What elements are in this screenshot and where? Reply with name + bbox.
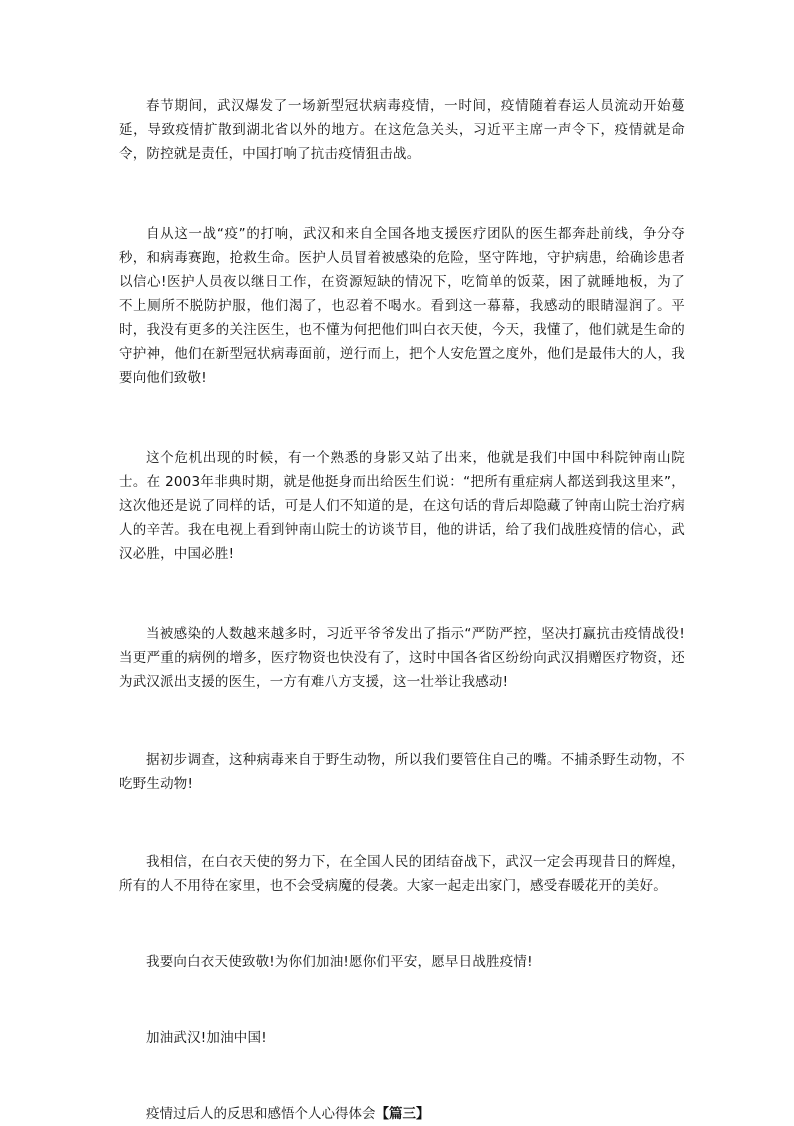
paragraph-gap — [119, 694, 685, 748]
paragraph-gap — [119, 390, 685, 446]
paragraph-3: 这个危机出现的时候，有一个熟悉的身影又站了出来，他就是我们中国中科院钟南山院士。在 2003年非典时期，就是他挺身而出给医生们说：“把所有重症病人都送到我这里来”，这次他还是说了同样的话，可是人们不知道的是，在这句话的背后却隐藏了钟南山院士治疗病人的辛苦。我在电视上看到钟南山院士的访谈节目，他的讲话，给了我们战胜疫情的信心，武汉必胜，中国必胜! — [119, 450, 685, 562]
paragraph-1: 春节期间，武汉爆发了一场新型冠状病毒疫情，一时间，疫情随着春运人员流动开始蔓延，导致疫情扩散到湖北省以外的地方。在这危急关头，习近平主席一声令下，疫情就是命令，防控就是责任，中国打响了抗击疫情狙击战。 — [119, 98, 685, 162]
paragraph-5: 据初步调查，这种病毒来自于野生动物，所以我们要管住自己的嘴。不捕杀野生动物，不吃野生动物! — [119, 752, 685, 792]
paragraph-gap — [119, 166, 685, 222]
paragraph-6: 我相信，在白衣天使的努力下，在全国人民的团结奋战下，武汉一定会再现昔日的辉煌，所有的人不用待在家里，也不会受病魔的侵袭。大家一起走出家门，感受春暖花开的美好。 — [119, 854, 685, 894]
document-page — [119, 94, 685, 1126]
next-section-title-text: 疫情过后人的反思和感悟个人心得体会 — [146, 1106, 376, 1122]
paragraph-4: 当被感染的人数越来越多时，习近平爷爷发出了指示“严防严控，坚决打赢抗击疫情战役!当更严重的病例的增多，医疗物资也快没有了，这时中国各省区纷纷向武汉捐赠医疗物资，还为武汉派出支援的医生，一方有难八方支援，这一壮举让我感动! — [119, 626, 685, 690]
paragraph-gap — [119, 974, 685, 1026]
next-section-title-bracket: 【篇三】 — [375, 1106, 430, 1122]
paragraph-8: 加油武汉!加油中国! — [146, 1030, 267, 1046]
paragraph-gap — [119, 566, 685, 622]
paragraph-gap — [119, 796, 685, 850]
paragraph-7: 我要向白衣天使致敬!为你们加油!愿你们平安，愿早日战胜疫情! — [146, 954, 533, 970]
paragraph-2: 自从这一战“疫”的打响，武汉和来自全国各地支援医疗团队的医生都奔赴前线，争分夺秒，和病毒赛跑，抢救生命。医护人员冒着被感染的危险，坚守阵地，守护病患，给确诊患者以信心!医护人员夜以继日工作，在资源短缺的情况下，吃简单的饭菜，困了就睡地板，为了不上厕所不脱防护服，他们渴了，也忍着不喝水。看到这一幕幕，我感动的眼睛湿润了。平时，我没有更多的关注医生，也不懂为何把他们叫白衣天使，今天，我懂了，他们就是生命的守护神，他们在新型冠状病毒面前，逆行而上，把个人安危置之度外，他们是最伟大的人，我要向他们致敬! — [119, 226, 685, 386]
next-section-title — [119, 1102, 685, 1126]
paragraph-gap — [119, 1050, 685, 1102]
paragraph-gap — [119, 898, 685, 950]
